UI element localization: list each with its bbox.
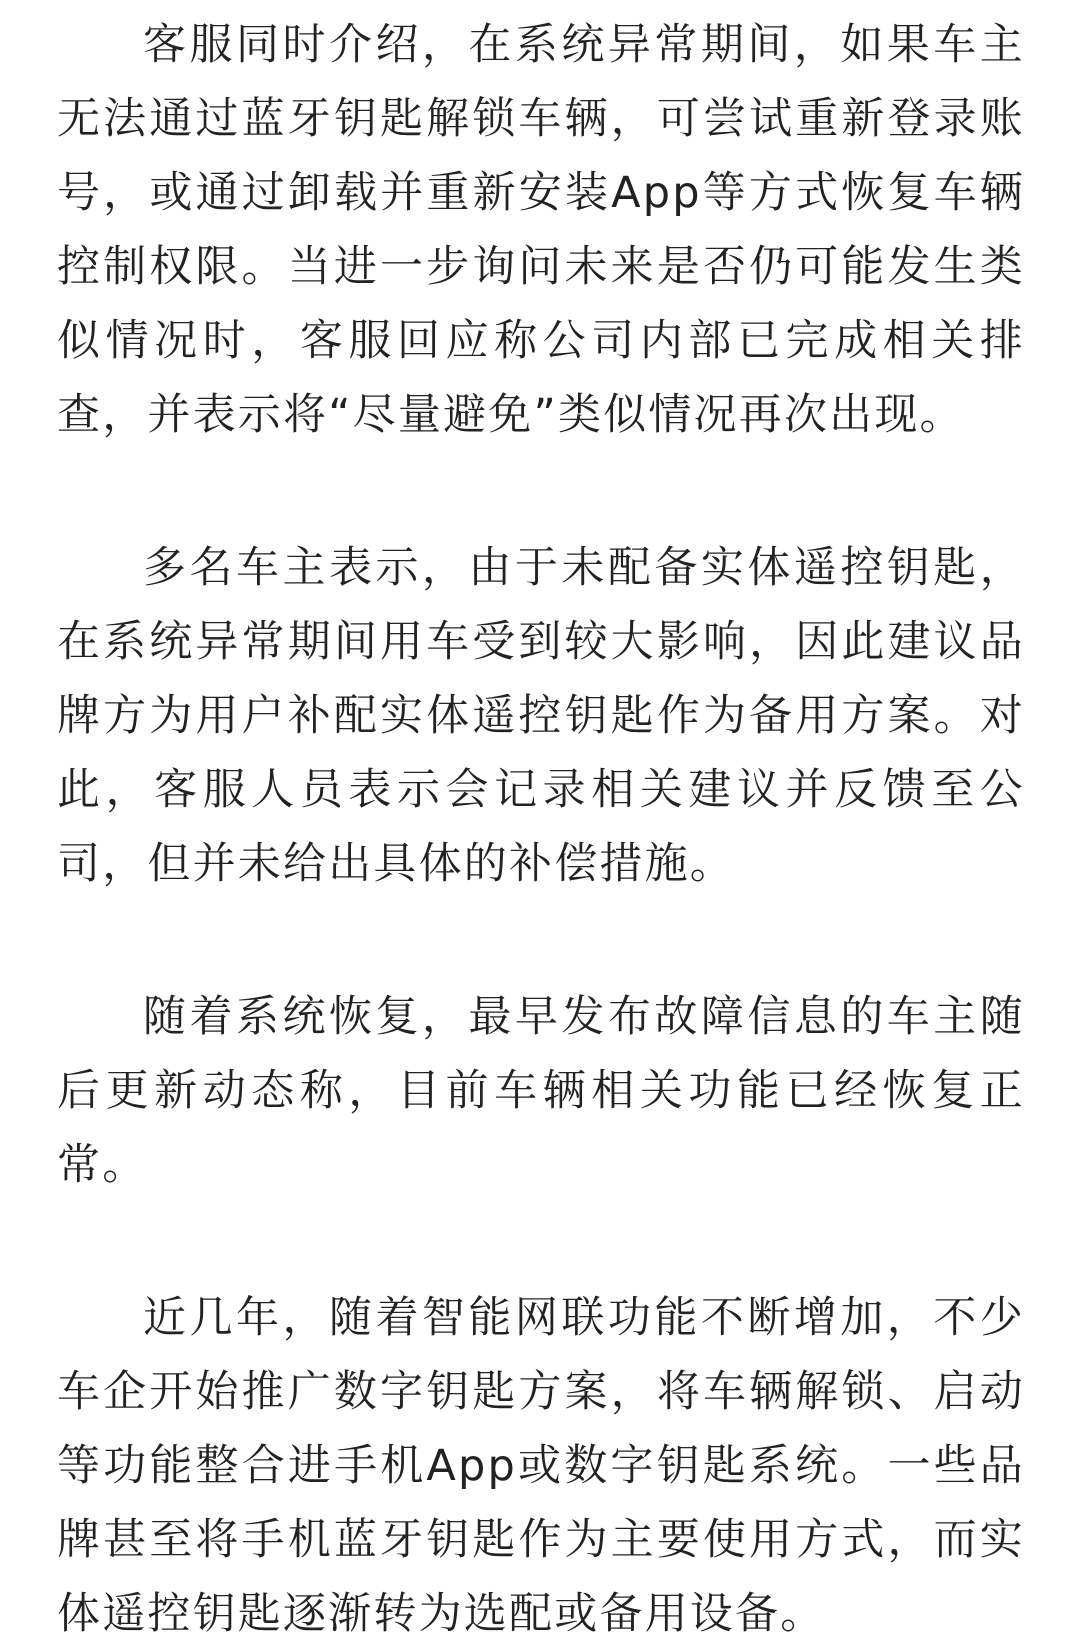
- article-paragraph: 近几年，随着智能网联功能不断增加，不少车企开始推广数字钥匙方案，将车辆解锁、启动等功能整合进手机App或数字钥匙系统。一些品牌甚至将手机蓝牙钥匙作为主要使用方式，而实体遥控钥匙逐渐转为选配或备用设备。: [57, 1293, 1025, 1639]
- article-paragraph: 多名车主表示，由于未配备实体遥控钥匙，在系统异常期间用车受到较大影响，因此建议品牌方为用户补配实体遥控钥匙作为备用方案。对此，客服人员表示会记录相关建议并反馈至公司，但并未给出具体的补偿措施。: [57, 543, 1025, 889]
- article-paragraph: 随着系统恢复，最早发布故障信息的车主随后更新动态称，目前车辆相关功能已经恢复正常。: [57, 992, 1025, 1190]
- article-paragraph: 客服同时介绍，在系统异常期间，如果车主无法通过蓝牙钥匙解锁车辆，可尝试重新登录账号，或通过卸载并重新安装App等方式恢复车辆控制权限。当进一步询问未来是否仍可能发生类似情况时，客服回应称公司内部已完成相关排查，并表示将“尽量避免”类似情况再次出现。: [57, 20, 1025, 440]
